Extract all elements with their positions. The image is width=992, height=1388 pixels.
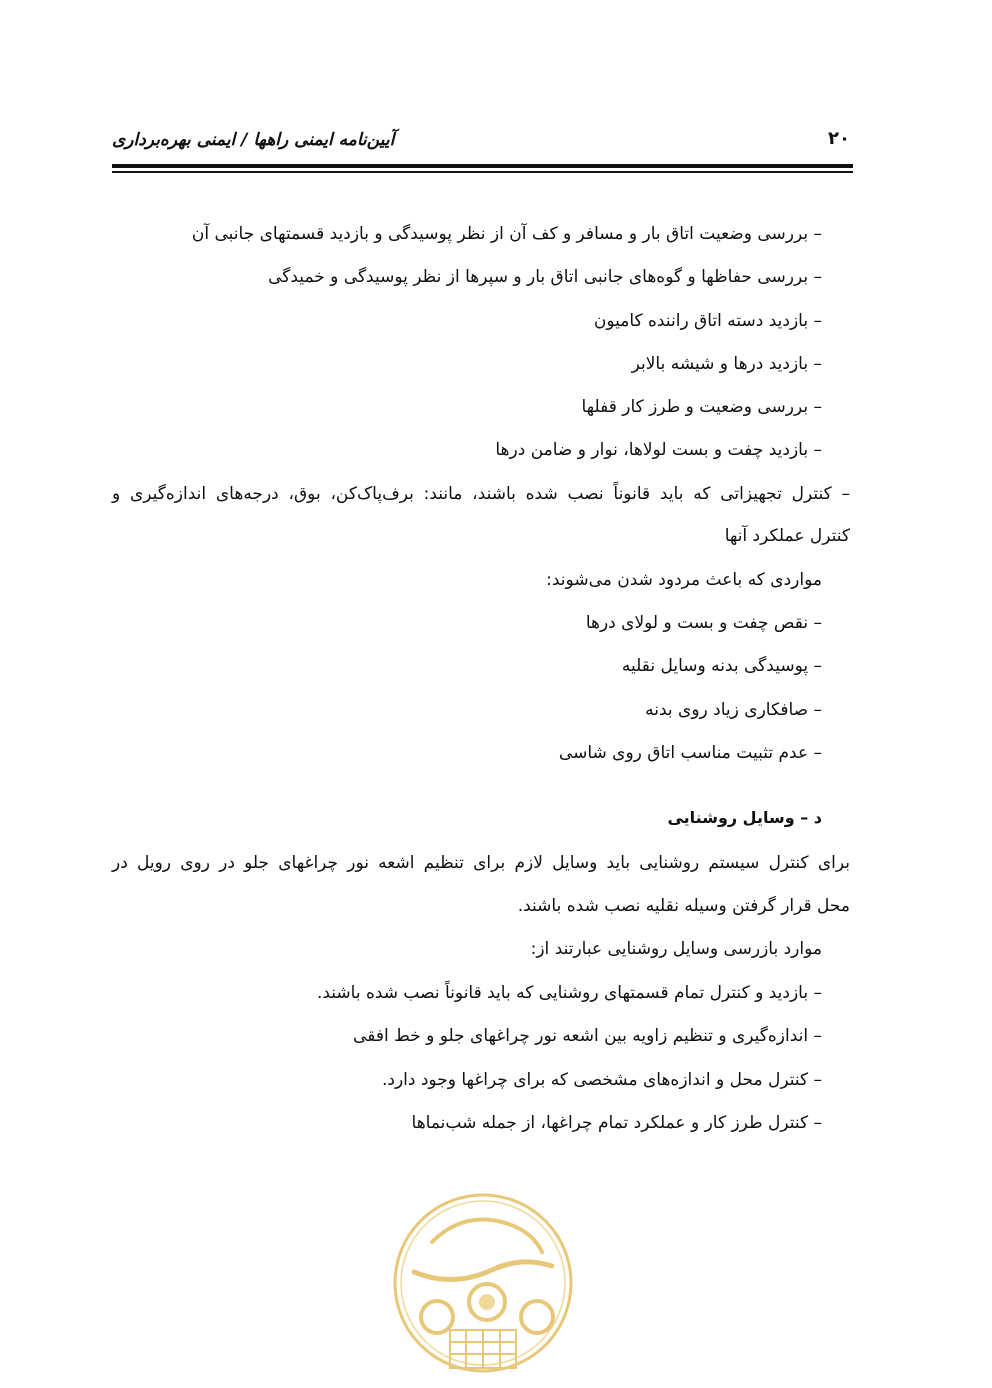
list-item: – بازدید چفت و بست لولاها، نوار و ضامن درها bbox=[495, 440, 822, 460]
inspection-heading: موارد بازرسی وسایل روشنایی عبارتند از: bbox=[530, 939, 822, 959]
list-item: – نقص چفت و بست و لولای درها bbox=[585, 613, 822, 633]
rejection-heading: مواردی که باعث مردود شدن می‌شوند: bbox=[546, 570, 822, 590]
list-item-wrapped: – کنترل تجهیزاتی که باید قانوناً نصب شده باشند، مانند: برف‌پاک‌کن، بوق، درجه‌های اندازه‌گیری و bbox=[112, 484, 850, 504]
list-item: – بررسی وضعیت و طرز کار قفلها bbox=[581, 397, 822, 417]
list-item: – بازدید دسته اتاق راننده کامیون bbox=[593, 311, 822, 331]
list-item: – کنترل محل و اندازه‌های مشخصی که برای چراغها وجود دارد. bbox=[381, 1070, 822, 1090]
watermark-seal-icon bbox=[392, 1192, 574, 1374]
list-item: – بررسی وضعیت اتاق بار و مسافر و کف آن از نظر پوسیدگی و بازدید قسمتهای جانبی آن bbox=[191, 224, 822, 244]
list-item: – اندازه‌گیری و تنظیم زاویه بین اشعه نور چراغهای جلو و خط افقی bbox=[353, 1026, 822, 1046]
running-title: آیین‌نامه ایمنی راهها / ایمنی بهره‌برداری bbox=[112, 130, 395, 150]
list-item: – صافکاری زیاد روی بدنه bbox=[645, 700, 822, 720]
header-rule-thick bbox=[112, 164, 853, 168]
list-item: – عدم تثبیت مناسب اتاق روی شاسی bbox=[558, 743, 822, 763]
page-number: ۲۰ bbox=[828, 128, 850, 149]
section-title: د – وسایل روشنایی bbox=[667, 808, 822, 827]
list-item: – بازدید درها و شیشه بالابر bbox=[631, 354, 822, 374]
list-item: – پوسیدگی بدنه وسایل نقلیه bbox=[621, 656, 822, 676]
list-item: – بازدید و کنترل تمام قسمتهای روشنایی که باید قانوناً نصب شده باشند. bbox=[316, 983, 822, 1003]
list-item: – بررسی حفاظها و گوه‌های جانبی اتاق بار و سپرها از نظر پوسیدگی و خمیدگی bbox=[268, 267, 822, 287]
paragraph-line: برای کنترل سیستم روشنایی باید وسایل لازم برای تنظیم اشعه نور چراغهای جلو در روی رویل در bbox=[112, 853, 850, 873]
header-rule-thin bbox=[112, 171, 853, 173]
paragraph-line: محل قرار گرفتن وسیله نقلیه نصب شده باشند. bbox=[517, 896, 850, 916]
list-item: – کنترل طرز کار و عملکرد تمام چراغها، از جمله شب‌نماها bbox=[411, 1113, 822, 1133]
list-item-continuation: کنترل عملکرد آنها bbox=[724, 526, 850, 546]
